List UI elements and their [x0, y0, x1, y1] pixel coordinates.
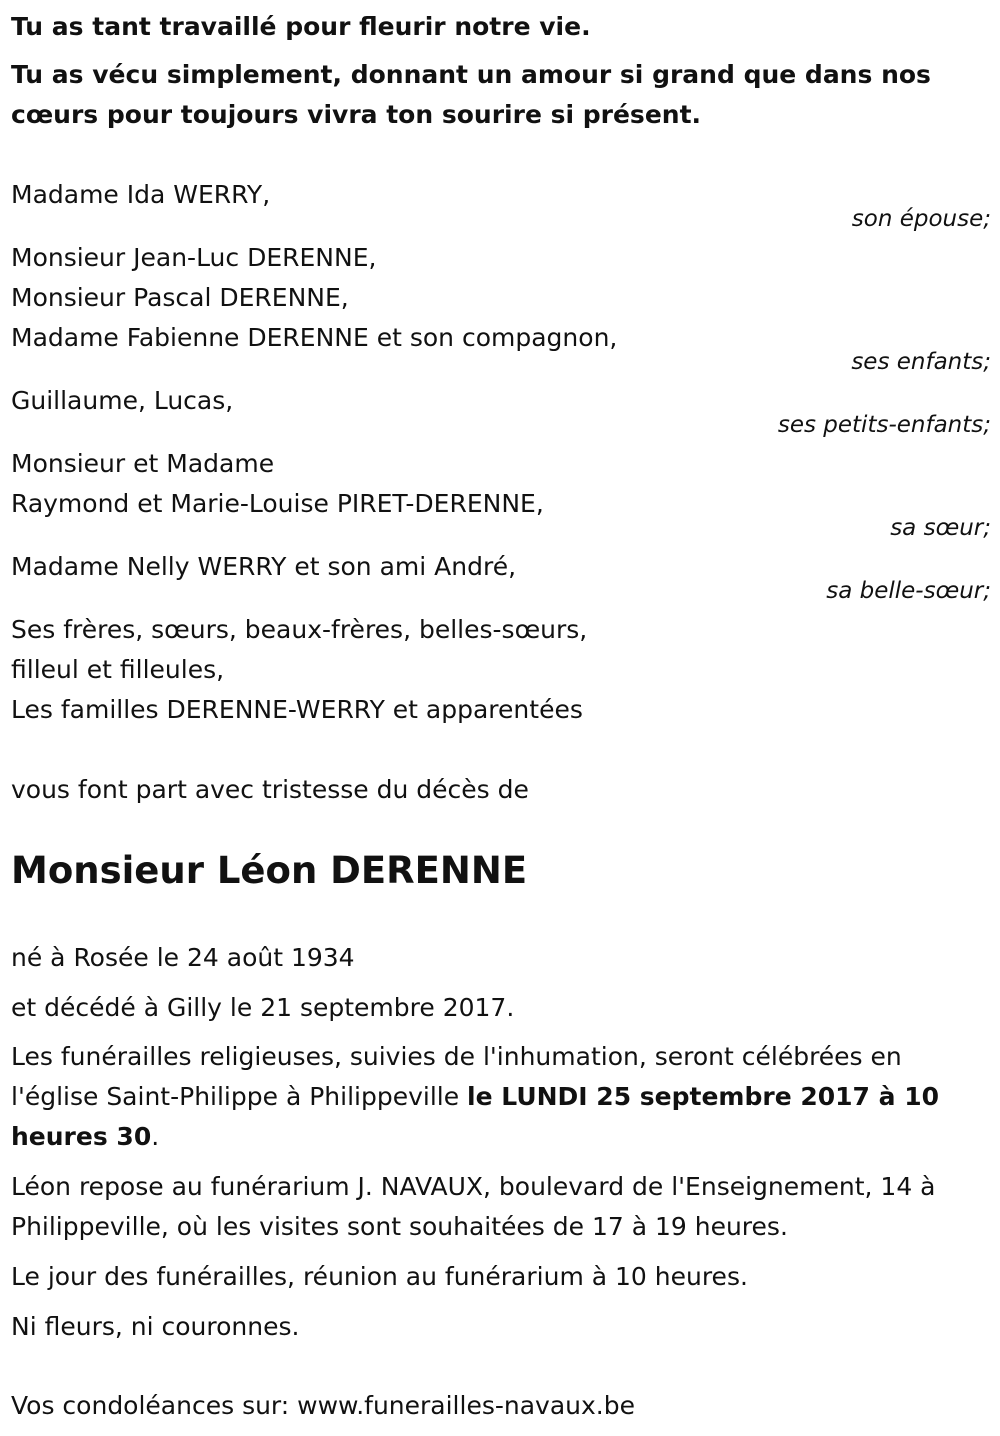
family-role: ses petits-enfants;: [777, 412, 991, 438]
family-name: Monsieur Pascal DERENNE,: [11, 283, 349, 312]
family-role: sa sœur;: [890, 515, 991, 541]
announcement: vous font part avec tristesse du décès de: [11, 775, 529, 804]
condolences-link[interactable]: Vos condoléances sur: www.funerailles-navaux.be: [11, 1391, 635, 1420]
family-name: Guillaume, Lucas,: [11, 386, 234, 415]
funeral-text: Les funérailles religieuses, suivies de l'inhumation, seront célébrées en l'église Saint-Philippe à Philippeville: [11, 1042, 902, 1111]
family-role: sa belle-sœur;: [826, 578, 991, 604]
quote-line-1: Tu as tant travaillé pour fleurir notre vie.: [11, 12, 591, 41]
funeral-paragraph: [11, 1037, 991, 1157]
quote-line-2: Tu as vécu simplement, donnant un amour si grand que dans nos: [11, 60, 931, 89]
family-name: Madame Ida WERRY,: [11, 180, 271, 209]
no-flowers: Ni fleurs, ni couronnes.: [11, 1312, 300, 1341]
funeral-end: .: [151, 1122, 160, 1151]
family-name: Raymond et Marie-Louise PIRET-DERENNE,: [11, 489, 544, 518]
family-name: Madame Fabienne DERENNE et son compagnon,: [11, 323, 618, 352]
family-name: Monsieur Jean-Luc DERENNE,: [11, 243, 377, 272]
quote-line-3: cœurs pour toujours vivra ton sourire si présent.: [11, 100, 702, 129]
funeral-date: le LUNDI 25 septembre 2017 à 10 heures 30: [11, 1082, 940, 1151]
repose-paragraph: Léon repose au funérarium J. NAVAUX, boulevard de l'Enseignement, 14 à Philippeville, où les visites sont souhaitées de 17 à 19 heures.: [11, 1172, 936, 1241]
birth-info: né à Rosée le 24 août 1934: [11, 943, 355, 972]
death-info: et décédé à Gilly le 21 septembre 2017.: [11, 993, 515, 1022]
family-role: son épouse;: [851, 206, 991, 232]
family-name: Monsieur et Madame: [11, 449, 275, 478]
deceased-name: Monsieur Léon DERENNE: [11, 849, 528, 892]
family-name: filleul et filleules,: [11, 655, 225, 684]
family-name: Madame Nelly WERRY et son ami André,: [11, 552, 517, 581]
family-name: Les familles DERENNE-WERRY et apparentées: [11, 695, 583, 724]
meeting-info: Le jour des funérailles, réunion au funérarium à 10 heures.: [11, 1262, 748, 1291]
family-role: ses enfants;: [851, 349, 991, 375]
family-name: Ses frères, sœurs, beaux-frères, belles-sœurs,: [11, 615, 588, 644]
